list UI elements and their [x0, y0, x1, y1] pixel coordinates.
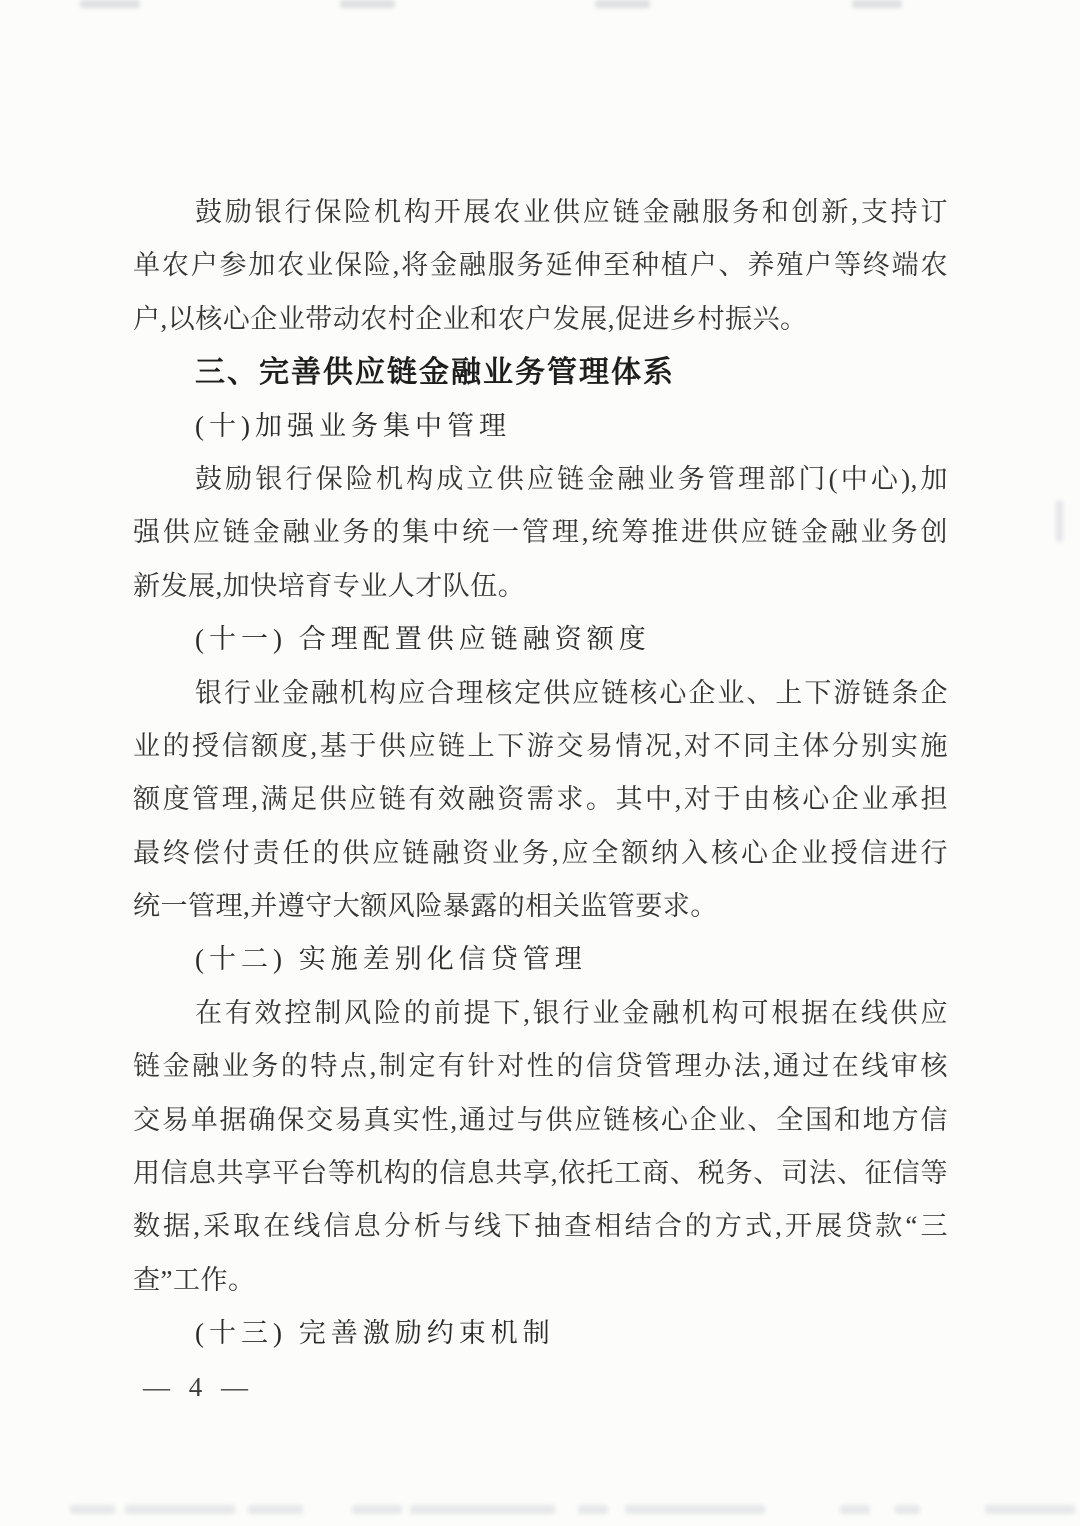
paragraph-line: 业的授信额度,基于供应链上下游交易情况,对不同主体分别实施 [133, 730, 948, 761]
subsection-heading: (十)加强业务集中管理 [195, 410, 511, 441]
subsection-heading: (十一) 合理配置供应链融资额度 [195, 624, 651, 655]
scan-smudge-bottom [625, 1505, 765, 1514]
paragraph-line: 数据,采取在线信息分析与线下抽查相结合的方式,开展贷款“三 [133, 1211, 948, 1242]
paragraph-line: 新发展,加快培育专业人才队伍。 [133, 570, 526, 601]
paragraph-line: 鼓励银行保险机构成立供应链金融业务管理部门(中心),加 [195, 463, 948, 494]
scan-smudge-bottom [352, 1505, 402, 1514]
paragraph-line: 最终偿付责任的供应链融资业务,应全额纳入核心企业授信进行 [133, 837, 948, 868]
subsection-heading: (十二) 实施差别化信贷管理 [195, 944, 587, 975]
paragraph-line: 在有效控制风险的前提下,银行业金融机构可根据在线供应 [195, 997, 948, 1028]
subsection-heading: (十三) 完善激励约束机制 [195, 1318, 555, 1349]
text-block [133, 186, 948, 1361]
scan-smudge-bottom [70, 1505, 115, 1514]
scan-smudge-bottom [895, 1505, 920, 1514]
section-heading: 三、完善供应链金融业务管理体系 [195, 356, 675, 390]
scan-smudge-bottom [248, 1505, 303, 1514]
scan-smudge-top [340, 0, 395, 8]
paragraph-line: 用信息共享平台等机构的信息共享,依托工商、税务、司法、征信等 [133, 1158, 948, 1189]
scan-smudge-bottom [578, 1505, 608, 1514]
paragraph-line: 交易单据确保交易真实性,通过与供应链核心企业、全国和地方信 [133, 1104, 948, 1135]
paragraph-line: 户,以核心企业带动农村企业和农户发展,促进乡村振兴。 [133, 303, 808, 334]
scan-smudge-top [80, 0, 140, 8]
page-number: — 4 — [143, 1372, 254, 1402]
paragraph-line: 额度管理,满足供应链有效融资需求。其中,对于由核心企业承担 [133, 784, 948, 815]
paragraph-line: 单农户参加农业保险,将金融服务延伸至种植户、养殖户等终端农 [133, 250, 948, 281]
scan-smudge-right [1056, 500, 1063, 542]
scan-smudge-bottom [410, 1505, 555, 1514]
scan-smudge-top [595, 0, 650, 8]
scan-smudge-bottom [985, 1505, 1075, 1514]
paragraph-line: 强供应链金融业务的集中统一管理,统筹推进供应链金融业务创 [133, 517, 948, 548]
scan-smudge-bottom [125, 1505, 235, 1514]
paragraph-line: 查”工作。 [133, 1264, 256, 1295]
paragraph-line: 统一管理,并遵守大额风险暴露的相关监管要求。 [133, 891, 718, 922]
scan-smudge-bottom [840, 1505, 870, 1514]
scan-smudge-top [852, 0, 902, 8]
paragraph-line: 链金融业务的特点,制定有针对性的信贷管理办法,通过在线审核 [133, 1051, 948, 1082]
paragraph-line: 银行业金融机构应合理核定供应链核心企业、上下游链条企 [195, 677, 948, 708]
paragraph-line: 鼓励银行保险机构开展农业供应链金融服务和创新,支持订 [195, 197, 948, 227]
